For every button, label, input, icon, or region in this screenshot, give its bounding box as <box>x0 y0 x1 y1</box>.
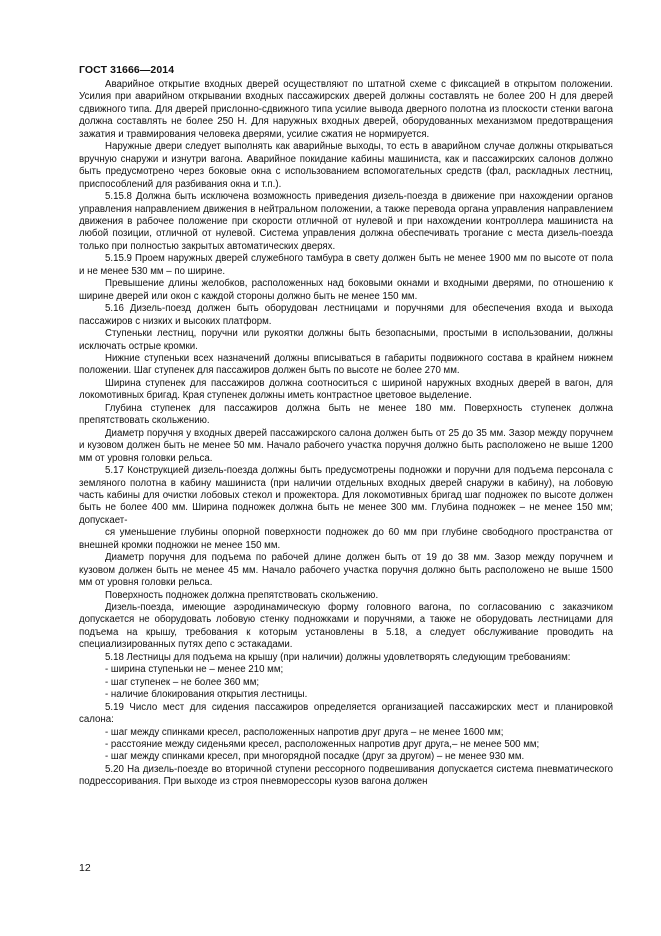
list-item: - наличие блокирования открытия лестницы. <box>105 689 308 701</box>
paragraph: 5.18 Лестницы для подъема на крышу (при наличии) должны удовлетворять следующим требованиям: <box>105 651 571 663</box>
paragraph: 5.19 Число мест для сидения пассажиров определяется организацией пассажирских мест и планировкой салона: <box>79 701 613 726</box>
paragraph: Аварийное открытие входных дверей осуществляют по штатной схеме с фиксацией в открытом положении. Усилия при аварийном открывании входных пассажирских дверей должны составлять не более 200 Н для дверей сдвижного типа. Для дверей прислонно-сдвижного типа усилие вывода дверного полотна из плоскости стенки вагона должна составлять не более 250 Н. Для наружных входных дверей, оборудованных механизмом предотвращения зажатия и травмирования человека дверями, усилие сжатия не нормируется. <box>79 79 613 140</box>
paragraph: 5.20 На дизель-поезде во вторичной ступени рессорного подвешивания допускается система пневматического подрессоривания. При выходе из строя пневморессоры кузов вагона должен <box>79 763 613 788</box>
paragraph: ся уменьшение глубины опорной поверхности подножек до 60 мм при глубине свободного пространства от внешней кромки подножки не менее 150 мм. <box>79 527 613 551</box>
paragraph: 5.15.8 Должна быть исключена возможность приведения дизель-поезда в движение при нахождении органов управления направлением движения в нейтральном положении, а также перевода органа управления направлением движения в рабочее положение при скорости отличной от нулевой и при нахождении контроллера машиниста на любой позиции, отличной от нулевой. Система управления должна обеспечивать трогание с места дизель-поезда только при полностью закрытых автоматических дверях. <box>79 191 613 252</box>
list-item: - расстояние между сиденьями кресел, расположенных напротив друг друга,– не менее 500 мм; <box>105 739 540 751</box>
paragraph: Превышение длины желобков, расположенных над боковыми окнами и входными дверями, по отношению к ширине дверей или окон с каждой стороны должно быть не менее 150 мм. <box>79 278 613 302</box>
standard-header: ГОСТ 31666—2014 <box>79 64 175 76</box>
page-number: 12 <box>79 862 91 874</box>
paragraph: 5.17 Конструкцией дизель-поезда должны быть предусмотрены подножки и поручни для подъема персонала с земляного полотна в кабину машиниста (при наличии отдельных входных дверей снаружи в кабину), на лобовую часть кабины для очистки лобовых стекол и прожектора. Для локомотивных бригад шаг подножек по высоте должен быть не более 400 мм. Ширина подножек должна быть не менее 300 мм. Глубина подножек – не менее 150 мм; допускает- <box>79 465 613 526</box>
list-item: - ширина ступеньки не – менее 210 мм; <box>105 664 284 676</box>
paragraph: Ширина ступенек для пассажиров должна соотноситься с шириной наружных входных дверей в вагон, для локомотивных бригад. Края ступенек должны иметь контрастное цветовое выделение. <box>79 377 613 402</box>
paragraph: Глубина ступенек для пассажиров должна быть не менее 180 мм. Поверхность ступенек должна препятствовать скольжению. <box>79 402 613 427</box>
list-item: - шаг ступенек – не более 360 мм; <box>105 676 260 688</box>
paragraph: Нижние ступеньки всех назначений должны вписываться в габариты подвижного состава в крайнем нижнем положении. Шаг ступенек для пассажиров должен быть по высоте не более 270 мм. <box>79 352 613 377</box>
paragraph: Диаметр поручня для подъема по рабочей длине должен быть от 19 до 38 мм. Зазор между поручнем и кузовом должен быть не менее 45 мм. Начало рабочего участка поручня должно быть расположено не выше 1500 мм от уровня головки рельса. <box>79 552 613 589</box>
paragraph: 5.15.9 Проем наружных дверей служебного тамбура в свету должен быть не менее 1900 мм по высоте от пола и не менее 530 мм – по ширине. <box>79 253 613 277</box>
paragraph: 5.16 Дизель-поезд должен быть оборудован лестницами и поручнями для обеспечения входа и выхода пассажиров с низких и высоких платформ. <box>79 303 613 327</box>
paragraph: Ступеньки лестниц, поручни или рукоятки должны быть безопасными, простыми в использовании, должны исключать острые кромки. <box>79 328 613 352</box>
paragraph: Дизель-поезда, имеющие аэродинамическую форму головного вагона, по согласованию с заказчиком допускается не оборудовать лобовую стенку подножками и поручнями, а также не оборудовать лестницами для подъема на крышу, требования к которым установлены в 5.18, а следует обслуживание проводить на специализированных путях депо с эстакадами. <box>79 602 613 651</box>
document-body <box>79 79 613 789</box>
list-item: - шаг между спинками кресел, расположенных напротив друг друга – не менее 1600 мм; <box>105 726 504 738</box>
list-item: - шаг между спинками кресел, при многорядной посадке (друг за другом) – не менее 930 мм. <box>105 751 525 763</box>
paragraph: Диаметр поручня у входных дверей пассажирского салона должен быть от 25 до 35 мм. Зазор между поручнем и кузовом должен быть не менее 50 мм. Начало рабочего участка поручня должно быть расположено не выше 1200 мм от уровня головки рельса. <box>79 427 613 464</box>
paragraph: Наружные двери следует выполнять как аварийные выходы, то есть в аварийном случае должны открываться вручную снаружи и изнутри вагона. Аварийное покидание кабины машиниста, как и пассажирских салонов должно быть предусмотрено через боковые окна с использованием вспомогательных средств (фал, раскладных лестниц, приспособлений для разбивания окна и т.п.). <box>79 141 613 190</box>
paragraph: Поверхность подножек должна препятствовать скольжению. <box>105 589 379 601</box>
